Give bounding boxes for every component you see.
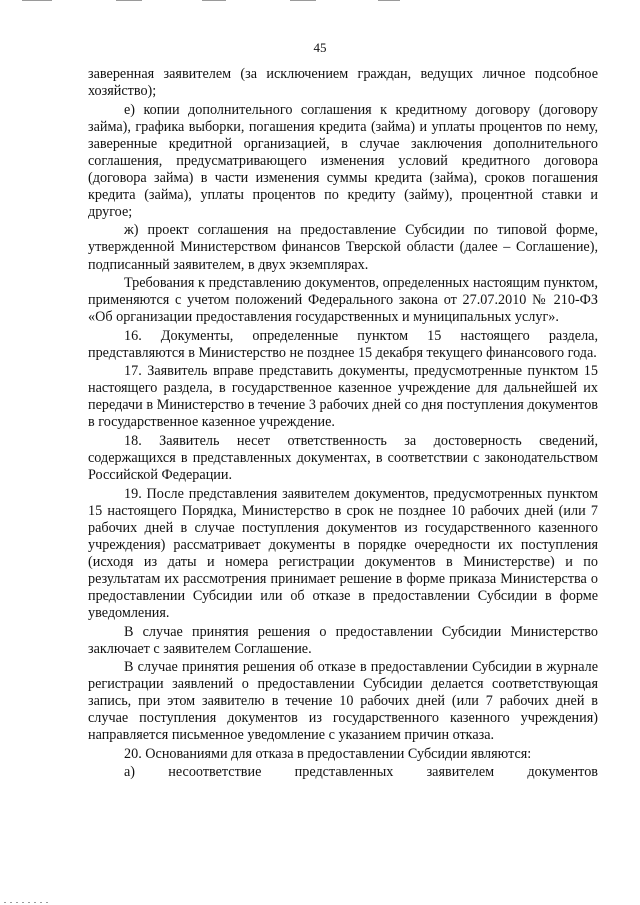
paragraph-item-zh: ж) проект соглашения на предоставление Субсидии по типовой форме, утвержденной Министерством финансов Тверской области (далее – Соглашение), подписанный заявителем, в двух экземплярах. [88,222,598,273]
scan-edge-mark [202,0,226,1]
scan-edge-mark [22,0,52,1]
paragraph-17: 17. Заявитель вправе представить документы, предусмотренные пунктом 15 настоящего раздела, в государственное казенное учреждение для дальнейшей их передачи в Министерство в течение 3 рабочих дней со дня поступления документов в государственное казенное учреждение. [88,363,598,431]
document-body [88,66,598,783]
scan-edge-mark [378,0,400,1]
scan-edge-mark [290,0,316,1]
paragraph-16: 16. Документы, определенные пунктом 15 настоящего раздела, представляются в Министерство не позднее 15 декабря текущего финансового года. [88,327,598,361]
paragraph-18: 18. Заявитель несет ответственность за достоверность сведений, содержащихся в представленных документах, в соответствии с законодательством Российской Федерации. [88,432,598,484]
page-number: 45 [313,40,327,55]
paragraph-19: 19. После представления заявителем документов, предусмотренных пунктом 15 настоящего Порядка, Министерство в срок не позднее 10 рабочих дней (или 7 рабочих дней в случае поступления документов из государственного казенного учреждения) рассматривает документы в порядке очередности их поступления (исходя из даты и номера регистрации документов в Министерстве) и по результатам их рассмотрения принимает решение в форме приказа Министерства о предоставлении Субсидии или об отказе в предоставлении Субсидии в форме уведомления. [88,485,598,621]
paragraph-approval: В случае принятия решения о предоставлении Субсидии Министерство заключает с заявителем Соглашение. [88,623,598,657]
paragraph-continuation: заверенная заявителем (за исключением граждан, ведущих личное подсобное хозяйство); [88,66,598,100]
scan-bottom-noise [0,897,640,905]
paragraph-item-a: а) несоответствие представленных заявителем документов [124,764,598,781]
paragraph-20: 20. Основаниями для отказа в предоставлении Субсидии являются: [124,745,532,762]
scan-edge-mark [116,0,142,1]
paragraph-requirements: Требования к представлению документов, определенных настоящим пунктом, применяются с учетом положений Федерального закона от 27.07.2010 № 210-ФЗ «Об организации предоставления государственных и муниципальных услуг». [88,275,598,326]
paragraph-item-e: е) копии дополнительного соглашения к кредитному договору (договору займа), графика выборки, погашения кредита (займа) и уплаты процентов по нему, заверенные кредитной организацией, в случае заключения дополнительного соглашения, предусматривающего изменения условий кредитного договора (договора займа) в части изменения суммы кредита (займа), сроков погашения кредита (займа), уплаты процентов по кредиту (займу), процентной ставки и другое; [88,101,598,220]
paragraph-refusal: В случае принятия решения об отказе в предоставлении Субсидии в журнале регистрации заявлений о предоставлении Субсидии делается соответствующая запись, при этом заявителю в течение 10 рабочих дней (или 7 рабочих дней в случае поступления документов из государственного казенного учреждения) направляется письменное уведомление с указанием причин отказа. [88,659,598,744]
